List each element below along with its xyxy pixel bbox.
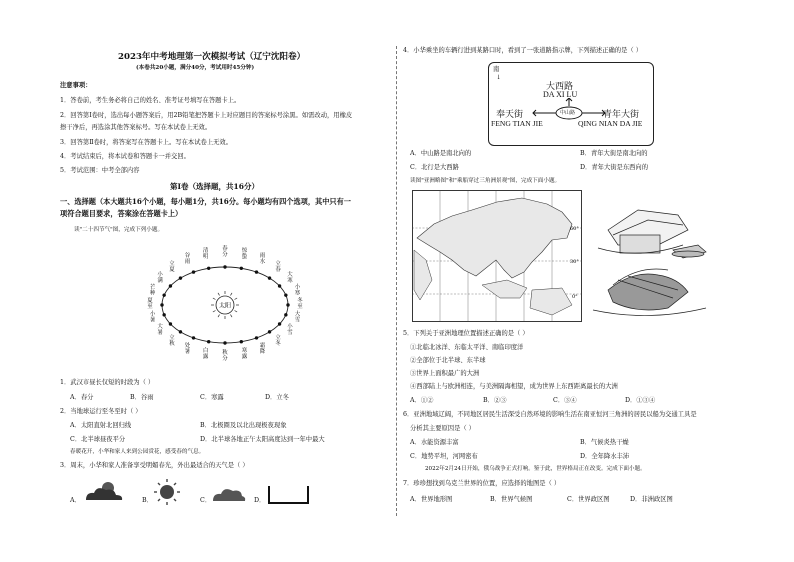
cloud-sun-icon [82,478,126,504]
section-title: 第Ⅰ卷（选择题，共16分） [170,182,259,191]
orbit-point [169,284,172,287]
solar-term-label: 芒种 [149,284,156,297]
q2-stem: 2．当地球运行至冬至时（ ） [60,408,142,415]
solar-term-label: 大暑 [157,324,163,336]
orbit-point [255,270,258,273]
sun-icon [152,478,182,506]
asia-map [412,190,582,322]
lat-label-60: 60° [570,226,579,232]
sign-center-label: 中山路 [560,110,576,116]
page-subtitle: (本卷共20小题，满分40分，考试用时45分钟) [136,65,255,71]
solar-term-label: 小暑 [149,311,156,324]
q1-option-b[interactable]: B．谷雨 [130,394,154,401]
q4-option-d[interactable]: D．青年大街是东西向的 [580,164,649,171]
orbit-point [255,336,258,339]
q6-option-d[interactable]: D．全年降水丰沛 [580,453,630,460]
q3-option-c[interactable]: C． [200,497,212,504]
sign-top-cn: 大西路 [546,82,574,92]
solar-term-label: 大寒 [287,272,293,284]
lat-label-0: 0° [572,294,578,300]
solar-term-label: 冬至 [297,298,303,310]
solar-term-label: 夏至 [147,298,153,310]
q1-option-a[interactable]: A．春分 [70,394,94,401]
delta-boat-illustration [588,190,710,322]
q4-stem: 4．小华乘坐的车辆行进到某路口时，看到了一张道路指示牌，下列描述正确的是（ ） [403,47,642,54]
solar-term-label: 清明 [202,247,209,260]
sign-south-label: 南 [493,66,500,73]
note-item: 3．回答第Ⅱ卷时，将答案写在答题卡上。写在本试卷上无效。 [60,139,233,146]
orbit-point [162,293,165,296]
q3-option-a[interactable]: A． [70,497,81,504]
orbit-point [240,340,243,343]
orbit-point [179,276,182,279]
q5-item-3: ③世界上面积最广的大洲 [410,370,480,377]
q5-option-a[interactable]: A．①② [410,397,434,404]
column-divider [396,46,397,516]
orbit-point [268,330,271,333]
lat-label-30: 30° [570,259,579,265]
sign-right-pinyin: QING NIAN DA JIE [578,119,643,128]
q6-stem: 6．亚洲地域辽阔，不同地区居民生活深受自然环境的影响生活在南亚恒河三角洲的居民以船为交通工具是 [403,411,697,418]
sign-left-pinyin: FENG TIAN JIE [491,119,543,128]
solar-term-label: 立冬 [275,334,281,347]
notes-heading: 注意事项： [60,82,92,89]
orbit-point [278,322,281,325]
q6-option-c[interactable]: C．地势平坦，河网密布 [410,453,478,460]
solar-term-label: 雨水 [259,252,266,265]
q5-option-d[interactable]: D．①③④ [625,397,656,404]
orbit-point [268,276,271,279]
sun-label: 太阳 [218,302,232,310]
solar-term-label: 霜降 [259,343,266,356]
q2-option-c[interactable]: C．北半球昼夜平分 [70,436,126,443]
solar-term-label: 立秋 [169,334,175,347]
arrow-down-icon: ↓ [496,74,502,81]
q2-note: 春暖花开，小华和家人来到公园赏花，感受春的气息。 [70,449,205,455]
solar-term-label: 小寒 [294,284,301,297]
read-prompt: 读"二十四节气"图，完成下列小题。 [74,227,164,233]
note-item: 5．考试范围：中考全部内容 [60,167,140,174]
orbit-point [278,284,281,287]
q2-option-b[interactable]: B．北极圈及以北出现极夜现象 [200,422,287,429]
solar-term-label: 处暑 [184,343,191,356]
q5-stem: 5．下列关于亚洲地理位置描述正确的是（ ） [403,330,529,337]
q2-option-d[interactable]: D．北半球各地正午太阳高度达到一年中最大 [200,436,325,443]
q5-option-c[interactable]: C．③④ [553,397,577,404]
q4-option-a[interactable]: A．中山路是南北向的 [410,150,472,157]
page-title: 2023年中考地理第一次模拟考试（辽宁沈阳卷） [118,52,306,62]
solar-term-label: 秋分 [222,350,228,362]
q1-stem: 1．武汉市昼长仅短的时段为（ ） [60,379,155,386]
q5-item-1: ①北临北冰洋、东临太平洋、南临印度洋 [410,344,524,351]
orbit-point [179,330,182,333]
q3-stem: 3．周末，小华和家人准备享受明媚春光，外出最适合的天气是（ ） [60,462,249,469]
note-item: 4．考试结束后，将本试卷和答题卡一并交回。 [60,153,190,160]
sign-top-pinyin: DA XI LU [543,90,578,99]
solar-term-label: 立夏 [169,261,175,274]
bracket-shape-icon [266,484,312,506]
q2-option-a[interactable]: A．太阳直射北回归线 [70,422,132,429]
orbit-point [240,267,243,270]
solar-term-label: 大雪 [294,311,301,324]
q4-option-b[interactable]: B．青年大街是南北向的 [580,150,648,157]
orbit-point [286,303,289,306]
q6-stem-cont: 分析其主要原因是（ ） [410,425,475,432]
solar-term-label: 寒露 [241,348,248,361]
orbit-point [207,267,210,270]
section-instruction-line1: 一、选择题（本大题共16个小题，每小题1分，共16分。每小题均有四个选项，其中只有一 [60,197,351,206]
q1-option-c[interactable]: C．寒露 [200,394,224,401]
solar-term-label: 立春 [275,261,281,274]
q7-stem: 7．珍珍想找到乌克兰世界的位置，应选择的地图是（ ） [403,480,561,487]
sign-left-cn: 奉天街 [496,110,524,120]
solar-terms-diagram [128,238,323,378]
note-item: 擦干净后，再选涂其他答案标号。写在本试卷上无效。 [60,124,212,131]
solar-term-label: 春分 [222,246,228,258]
q7-option-d[interactable]: D．非洲政区图 [630,496,673,503]
q7-option-b[interactable]: B．世界气候图 [490,496,533,503]
orbit-point [223,341,226,344]
solar-term-label: 谷雨 [184,252,191,265]
sign-right-cn: 青年大街 [603,110,640,120]
note-item: 1．答卷前，考生务必将自己的姓名、准考证号填写在答题卡上。 [60,97,241,104]
read-prompt-2: 读图"亚洲略图"和"乘船穿过三角洲景观"图，完成下面小题。 [410,178,561,184]
q3-option-b[interactable]: B． [142,497,153,504]
solar-term-label: 白露 [202,348,209,361]
orbit-point [169,322,172,325]
solar-term-label: 小雪 [287,324,293,336]
cloud-icon [210,482,246,504]
q5-item-2: ②全部位于北半球、东半球 [410,357,486,364]
orbit-point [284,313,287,316]
orbit-point [207,340,210,343]
orbit-point [223,265,226,268]
section-instruction-line2: 项符合题目要求，答案涂在答题卡上） [60,209,183,218]
q1-option-d[interactable]: D．立冬 [265,394,289,401]
q6-option-b[interactable]: B．气候炎热干燥 [580,439,629,446]
q7-option-c[interactable]: C．世界政区图 [567,496,610,503]
q7-intro: 2022年2月24日开始，俄乌战争正式打响。鉴于此，世界格局正在改变。完成下面小题。 [425,466,646,472]
orbit-point [192,336,195,339]
note-item: 2．回答第Ⅰ卷时，选出每小题答案后，用2B铅笔把答题卡上对应题目的答案标号涂黑。如需改动，用橡皮 [60,112,353,119]
q4-option-c[interactable]: C．北行是大西路 [410,164,459,171]
solar-term-label: 惊蛰 [241,247,248,260]
orbit-point [284,293,287,296]
q6-option-a[interactable]: A．水能资源丰富 [410,439,459,446]
q3-option-d[interactable]: D． [254,497,266,504]
q5-option-b[interactable]: B．②③ [483,397,507,404]
orbit-point [160,303,163,306]
orbit-point [192,270,195,273]
q5-item-4: ④西部陆上与欧洲相连，与美洲隔海相望，成为世界上东西距离最长的大洲 [410,383,618,390]
q7-option-a[interactable]: A．世界地形图 [410,496,453,503]
orbit-point [162,313,165,316]
solar-term-label: 小满 [157,272,163,284]
